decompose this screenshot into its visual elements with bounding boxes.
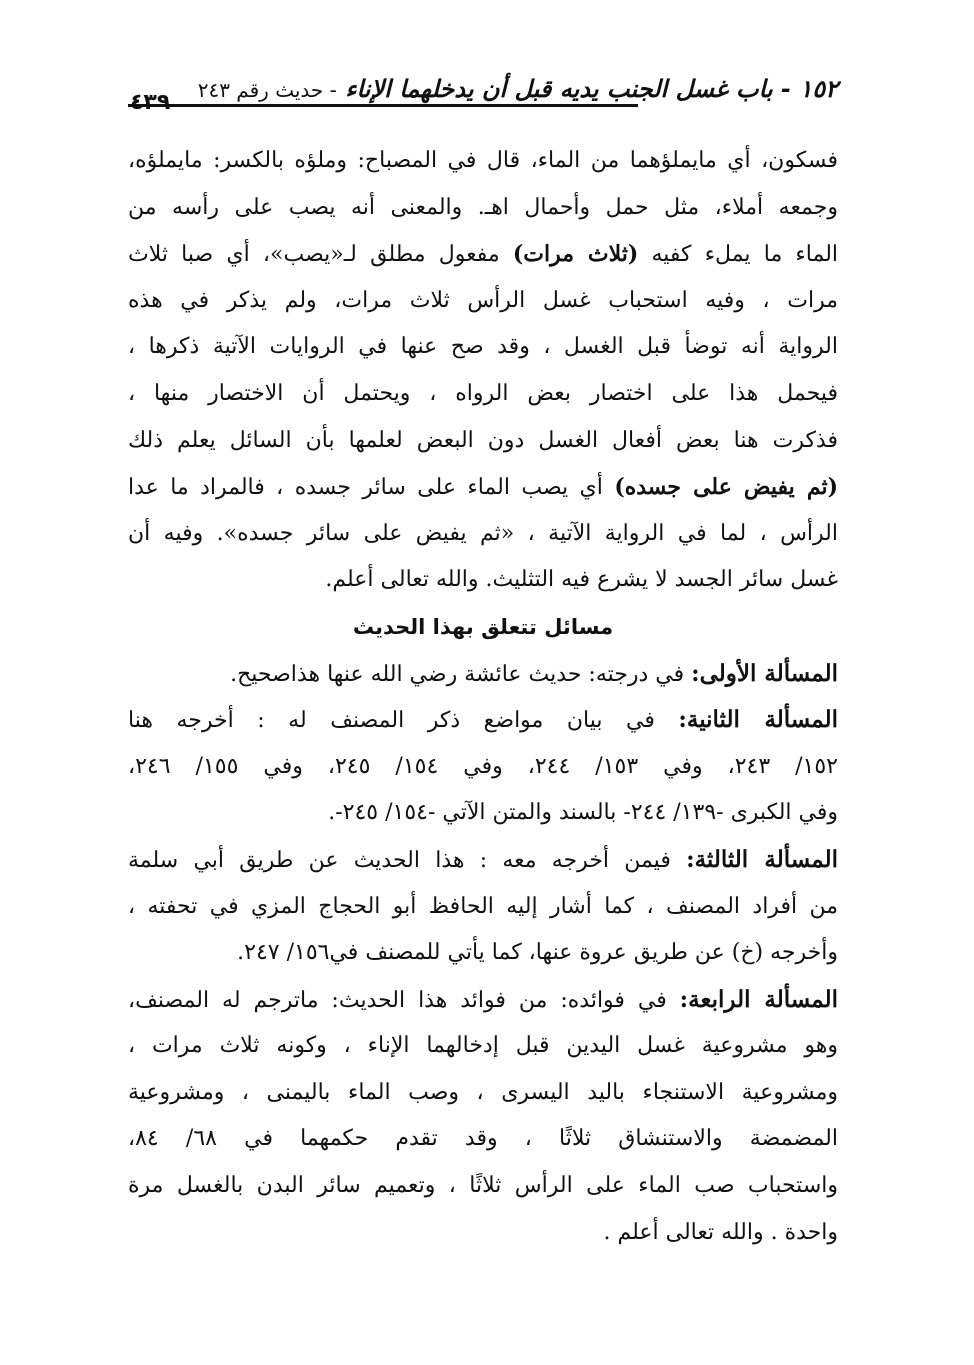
issue-2: [128, 697, 838, 744]
issue-text: في درجته: حديث عائشة رضي الله عنها هذاصحيح.: [230, 661, 685, 687]
body-text: مفعول مطلق لـ«يصب»، أي صبا ثلاث: [128, 242, 500, 268]
body-text: الماء ما يملء كفيه: [651, 242, 838, 268]
body-line: ١٥٢/ ٢٤٣، وفي ١٥٣/ ٢٤٤، وفي ١٥٤/ ٢٤٥، وفي ١٥٥/ ٢٤٦،: [128, 753, 838, 779]
chapter-title: [198, 74, 838, 105]
body-line: من أفراد المصنف ، كما أشار إليه الحافظ أبو الحجاج المزي في تحفته ،: [128, 893, 838, 919]
issue-3: [128, 837, 838, 884]
issue-text: في فوائده: من فوائد هذا الحديث: ماترجم له المصنف،: [128, 987, 667, 1013]
issue-text: فيمن أخرجه معه : هذا الحديث عن طريق أبي سلمة: [128, 847, 671, 873]
body-line: الرأس ، لما في الرواية الآتية ، «ثم يفيض على سائر جسده». وفيه أن: [128, 520, 838, 546]
page-number: ٤٣٩: [130, 90, 171, 115]
section-heading-text: مسائل تتعلق بهذا الحديث: [352, 614, 614, 639]
issue-label: المسألة الثانية:: [678, 706, 838, 734]
body-line: الرواية أنه توضأ قبل الغسل ، وقد صح عنها في الروايات الآتية ذكرها ،: [128, 334, 838, 360]
issue-text: في بيان مواضع ذكر المصنف له : أخرجه هنا: [128, 708, 655, 734]
chapter-title-text: ١٥٢ - باب غسل الجنب يديه قبل أن يدخلهما الإناء: [345, 75, 838, 103]
quoted-phrase: (ثلاث مرات): [512, 241, 639, 268]
body-line: مرات ، وفيه استحباب غسل الرأس ثلاث مرات، ولم يذكر في هذه: [128, 287, 838, 313]
body-line: غسل سائر الجسد لا يشرع فيه التثليث. والله تعالى أعلم.: [325, 567, 838, 593]
body-line: [128, 231, 838, 278]
hadith-reference: - حديث رقم ٢٤٣: [197, 78, 337, 102]
body-line: وهو مشروعية غسل اليدين قبل إدخالهما الإناء ، وكونه ثلاث مرات ،: [128, 1033, 838, 1059]
body-line: فسكون، أي مايملؤهما من الماء، قال في المصباح: وملؤه بالكسر: مايملؤه،: [128, 148, 838, 173]
body-line: وفي الكبرى -١٣٩/ ٢٤٤- بالسند والمتن الآتي -١٥٤/ ٢٤٥-.: [328, 800, 838, 826]
body-line: واحدة . والله تعالى أعلم .: [603, 1219, 838, 1245]
body-line: [128, 464, 838, 511]
body-line: واستحباب صب الماء على الرأس ثلاثًا ، وتعميم سائر البدن بالغسل مرة: [128, 1173, 838, 1199]
body-line: وأخرجه (خ) عن طريق عروة عنها، كما يأتي للمصنف في١٥٦/ ٢٤٧.: [237, 940, 838, 966]
issue-4: [128, 977, 838, 1024]
issue-label: المسألة الأولى:: [691, 659, 838, 687]
body-line: فيحمل هذا على اختصار بعض الرواه ، ويحتمل أن الاختصار منها ،: [128, 380, 838, 406]
issue-label: المسألة الرابعة:: [679, 985, 838, 1013]
page-body: [128, 138, 838, 1256]
body-line: ومشروعية الاستنجاء باليد اليسرى ، وصب الماء باليمنى ، ومشروعية: [128, 1079, 838, 1105]
section-heading: [128, 604, 838, 651]
body-line: فذكرت هنا بعض أفعال الغسل دون البعض لعلمها بأن السائل يعلم ذلك: [128, 427, 838, 453]
issue-label: المسألة الثالثة:: [686, 845, 838, 873]
running-header: [128, 74, 838, 114]
quoted-phrase: (ثم يفيض على جسده): [614, 474, 838, 501]
header-divider: [128, 104, 638, 107]
body-text: أي يصب الماء على سائر جسده ، فالمراد ما عدا: [128, 475, 603, 501]
issue-1: [128, 651, 838, 698]
body-line: وجمعه أملاء، مثل حمل وأحمال اهـ. والمعنى أنه يصب على رأسه من: [128, 194, 838, 220]
body-line: المضمضة والاستنشاق ثلاثًا ، وقد تقدم حكمهما في ٦٨/ ٨٤،: [128, 1126, 838, 1152]
